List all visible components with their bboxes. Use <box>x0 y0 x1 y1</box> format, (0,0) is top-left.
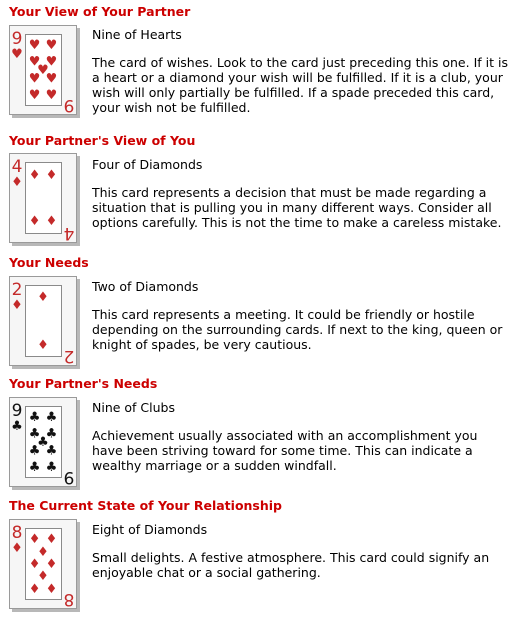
card-name: Two of Diamonds <box>92 279 199 294</box>
diamond-icon: ♦ <box>11 298 23 313</box>
card-rank-top: 4 <box>11 157 23 177</box>
card-graphic <box>9 397 81 491</box>
diamond-icon: ♦ <box>11 175 23 190</box>
card-graphic <box>9 276 81 370</box>
diamond-icon: ♦ <box>11 541 23 556</box>
heart-icon: ♥ <box>45 37 58 53</box>
diamond-icon: ♦ <box>45 531 58 547</box>
card-rank-bottom: 9 <box>63 95 75 115</box>
heart-icon: ♥ <box>28 88 41 104</box>
diamond-icon: ♦ <box>28 531 41 547</box>
card-description: Small delights. A festive atmosphere. This card could signify an enjoyable chat or a social gathering. <box>92 550 490 580</box>
diamond-icon: ♦ <box>37 545 49 560</box>
card-description: This card represents a decision that must be made regarding a situation that is pulling you in many different ways. Consider all options carefully. This is not the time to make a careless mistake. <box>92 185 502 230</box>
card-rank-bottom: 4 <box>63 223 75 243</box>
heart-icon: ♥ <box>28 54 41 70</box>
club-icon: ♣ <box>28 426 41 442</box>
section-heading-your-needs: Your Needs <box>9 255 89 270</box>
diamond-icon: ♦ <box>45 168 58 184</box>
diamond-icon: ♦ <box>28 557 41 572</box>
club-icon: ♣ <box>28 409 41 425</box>
club-icon: ♣ <box>37 435 49 450</box>
diamond-icon: ♦ <box>28 168 41 184</box>
heart-icon: ♥ <box>28 37 41 53</box>
section-heading-relationship-state: The Current State of Your Relationship <box>9 498 283 513</box>
card-graphic <box>9 153 81 247</box>
card-rank-top: 8 <box>11 523 23 543</box>
card-description: This card represents a meeting. It could be friendly or hostile depending on the surrounding cards. If next to the king, queen or knight of spades, be very cautious. <box>92 307 503 352</box>
section-heading-partners-needs: Your Partner's Needs <box>9 376 158 391</box>
card-graphic <box>9 25 81 119</box>
club-icon: ♣ <box>45 409 58 425</box>
club-icon: ♣ <box>28 443 41 459</box>
card-description: Achievement usually associated with an accomplishment you have been striving toward for some time. This can indicate a wealthy marriage or a sudden windfall. <box>92 428 478 473</box>
playing-card-eight-of-diamonds <box>9 519 81 613</box>
diamond-icon: ♦ <box>45 582 58 598</box>
playing-card-two-of-diamonds <box>9 276 81 370</box>
diamond-icon: ♦ <box>37 290 49 305</box>
card-rank-bottom-group <box>64 589 75 609</box>
playing-card-nine-of-clubs <box>9 397 81 491</box>
card-graphic <box>9 519 81 613</box>
heart-icon: ♥ <box>45 71 58 87</box>
card-rank-bottom: 8 <box>63 589 75 609</box>
playing-card-four-of-diamonds <box>9 153 81 247</box>
club-icon: ♣ <box>11 419 23 434</box>
diamond-icon: ♦ <box>28 213 41 229</box>
section-heading-partners-view: Your Partner's View of You <box>9 133 196 148</box>
card-description: The card of wishes. Look to the card just preceding this one. If it is a heart or a diamond your wish will be fulfilled. If it is a club, your wish will only partially be fulfilled. If a spade preceded this card, your wish not be fulfilled. <box>92 55 508 115</box>
card-name: Four of Diamonds <box>92 157 203 172</box>
diamond-icon: ♦ <box>45 557 58 572</box>
card-rank-bottom: 2 <box>63 346 75 366</box>
diamond-icon: ♦ <box>28 582 41 598</box>
heart-icon: ♥ <box>11 47 23 62</box>
club-icon: ♣ <box>45 443 58 459</box>
card-rank-top: 2 <box>11 280 23 300</box>
diamond-icon: ♦ <box>45 213 58 229</box>
club-icon: ♣ <box>45 460 58 476</box>
section-heading-view-of-partner: Your View of Your Partner <box>9 4 191 19</box>
heart-icon: ♥ <box>45 88 58 104</box>
card-rank-bottom-group <box>64 223 75 243</box>
card-rank-top: 9 <box>11 29 23 49</box>
heart-icon: ♥ <box>45 54 58 70</box>
playing-card-nine-of-hearts <box>9 25 81 119</box>
card-rank-top: 9 <box>11 401 23 421</box>
card-rank-bottom-group <box>64 95 75 115</box>
card-rank-bottom-group <box>64 467 75 487</box>
diamond-icon: ♦ <box>37 569 49 584</box>
card-rank-bottom: 9 <box>63 467 75 487</box>
club-icon: ♣ <box>28 460 41 476</box>
heart-icon: ♥ <box>28 71 41 87</box>
card-name: Nine of Hearts <box>92 27 182 42</box>
card-rank-bottom-group <box>64 346 75 366</box>
heart-icon: ♥ <box>37 63 49 78</box>
club-icon: ♣ <box>45 426 58 442</box>
diamond-icon: ♦ <box>37 338 49 353</box>
card-name: Nine of Clubs <box>92 400 176 415</box>
card-name: Eight of Diamonds <box>92 522 208 537</box>
